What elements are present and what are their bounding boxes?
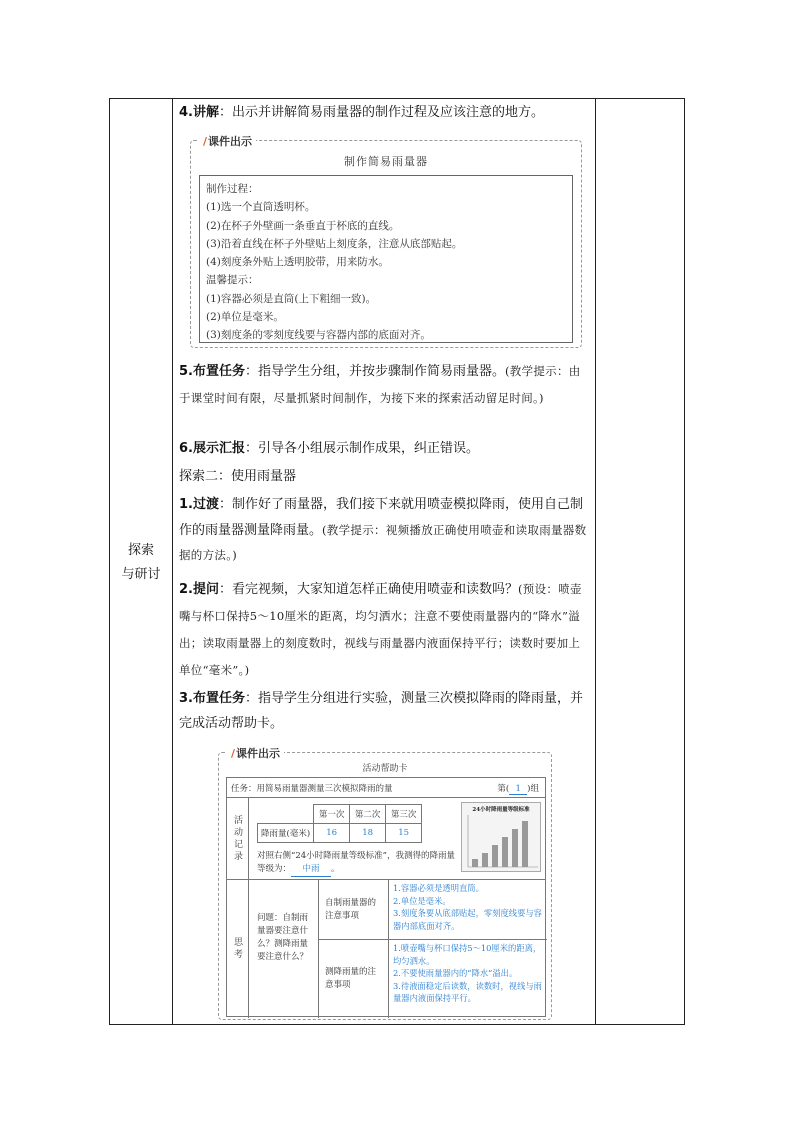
sub-step-3: 3.布置任务：指导学生分组进行实验，测量三次模拟降雨的降雨量，并完成活动帮助卡。	[179, 691, 583, 731]
sub-question-1: 自制雨量器的注意事项	[319, 880, 388, 940]
chart-bar	[512, 829, 518, 867]
courseware-tag: /课件出示	[199, 133, 256, 149]
chart-bar	[502, 837, 508, 867]
column-divider-left	[172, 99, 173, 1024]
answer-column	[389, 880, 547, 1018]
chart-bar	[492, 845, 498, 867]
question-cell: 问题：自制雨量器要注意什么？测降雨量要注意什么？	[249, 880, 319, 1018]
courseware-box-1	[190, 135, 582, 348]
answer-2: 1.喷壶嘴与杯口保持5～10厘米的距离，均匀洒水。 2.不要使雨量器内的“降水”溢出。 3.待液面稳定后读数，读数时，视线与雨量器内液面保持平行。	[393, 943, 542, 1003]
task-row: 任务：用简易雨量器测量三次模拟降雨的量 第( 1 )组	[227, 778, 545, 798]
sub-question-2: 测降雨量的注意事项	[325, 967, 377, 990]
record-label: 活动记录	[227, 798, 249, 879]
think-label: 思考	[227, 880, 249, 1018]
think-row	[227, 880, 545, 1018]
sub-step-2: 2.提问：看完视频，大家知道怎样正确使用喷壶和读数吗？(预设：喷壶嘴与杯口保持5～10厘米的距离，均匀洒水；注意不要使雨量器内的“降水”溢出；读取雨量器上的刻度数时，视线与雨量器内液面保持平行；读数时要加上单位“毫米”。)	[179, 582, 582, 677]
group-number: 第( 1 )组	[497, 784, 539, 794]
procedure-list: 制作过程： (1)选一个直筒透明杯。 (2)在杯子外壁画一条垂直于杯底的直线。 (3)沿着直线在杯子外壁贴上刻度条，注意从底部贴起。 (4)刻度条外贴上透明胶带，用来防水。 温馨提示： (1)容器必须是直筒(上下粗细一致)。 (2)单位是毫米。 (3)刻度条的零刻度线要与容器内部的底面对齐。	[199, 175, 573, 343]
sub-step-1: 1.过渡：制作好了雨量器，我们接下来就用喷壶模拟降雨，使用自己制作的雨量器测量降雨量。(教学提示：视频播放正确使用喷壶和读取雨量器数据的方法。)	[179, 497, 587, 562]
chart-bar	[482, 853, 488, 867]
sub-question-column	[319, 880, 389, 1018]
chart-bar	[522, 821, 528, 867]
courseware-tag: /课件出示	[227, 745, 284, 761]
courseware-box-2	[218, 747, 552, 1020]
card-title: 活动帮助卡	[362, 764, 408, 774]
explore-two-heading: 探索二：使用雨量器	[179, 469, 297, 484]
record-row	[227, 798, 545, 880]
row-label: 探索 与研讨	[121, 543, 161, 582]
rainfall-table: 第一次 第二次 第三次 降雨量(毫米) 16 18 15	[257, 804, 422, 843]
rainfall-standard-chart: 24小时降雨量等级标准	[461, 802, 541, 872]
chart-bar	[472, 859, 478, 867]
level-statement: 对照右侧“24小时降雨量等级标准”，我测得的降雨量等级为： 中雨 。	[257, 850, 457, 877]
column-divider-right	[595, 99, 596, 1024]
step-4: 4.讲解：出示并讲解简易雨量器的制作过程及应该注意的地方。	[179, 105, 544, 120]
step-5: 5.布置任务：指导学生分组，并按步骤制作简易雨量器。(教学提示：由于课堂时间有限，尽量抓紧时间制作，为接下来的探索活动留足时间。)	[179, 364, 581, 405]
box1-title: 制作简易雨量器	[344, 155, 428, 168]
step-6: 6.展示汇报：引导各小组展示制作成果，纠正错误。	[179, 441, 479, 456]
activity-card	[226, 777, 546, 1017]
answer-1: 1.容器必须是透明直筒。 2.单位是毫米。 3.刻度条要从底部贴起，零刻度线要与容器内部底面对齐。	[389, 880, 547, 940]
